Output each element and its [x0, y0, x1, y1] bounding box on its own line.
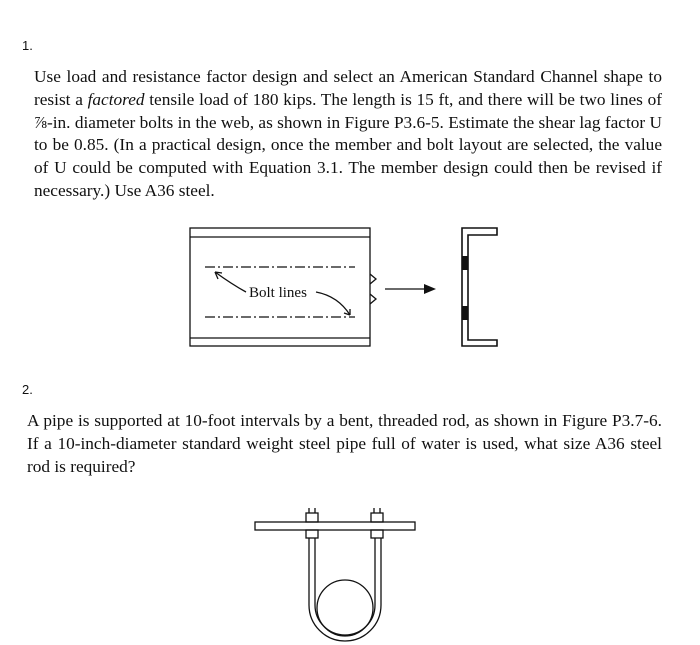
problem-1-text-start: Use load and resistance factor design and select an American Standard Channel shape to resist a [34, 67, 662, 109]
right-nut-top [371, 513, 383, 522]
upper-leader-arrow [215, 272, 246, 292]
problem-1-text-end: tensile load of 180 kips. The length is 15 ft, and there will be two lines of ⅞-in. diameter bolts in the web, as shown in Figure P3.6-5. Estimate the shear lag factor U to be 0.85. (In a practical design, once the member and bolt layout are selected, the value of U could be computed with Equation 3.1. The member design could then be revised if necessary.) Use A36 steel. [34, 89, 662, 200]
left-nut-bottom [306, 530, 318, 538]
bolt-lines-label: Bolt lines [249, 285, 307, 301]
section-arrow-head [424, 284, 436, 294]
lower-bolt-mark [462, 306, 468, 320]
problem-2-number: 2. [22, 382, 33, 397]
lower-leader-arrow [316, 292, 350, 315]
problem-1-number: 1. [22, 38, 33, 53]
problem-1-emphasis: factored [87, 89, 145, 109]
right-nut-bottom [371, 530, 383, 538]
bent-rod [309, 538, 381, 641]
problem-2-text: A pipe is supported at 10-foot intervals by a bent, threaded rod, as shown in Figure P3.7-6. If a 10-inch-diameter standard weight steel pipe full of water is used, what size A36 steel rod is required? [27, 411, 662, 476]
pipe-hanger-figure [0, 505, 700, 645]
problem-1-text [34, 66, 662, 203]
support-beam [255, 522, 415, 530]
upper-bolt-mark [462, 256, 468, 270]
channel-cross-section [462, 228, 497, 346]
channel-bolt-lines-figure [0, 222, 700, 352]
left-nut-top [306, 513, 318, 522]
break-mark [370, 274, 376, 304]
pipe [317, 580, 373, 636]
